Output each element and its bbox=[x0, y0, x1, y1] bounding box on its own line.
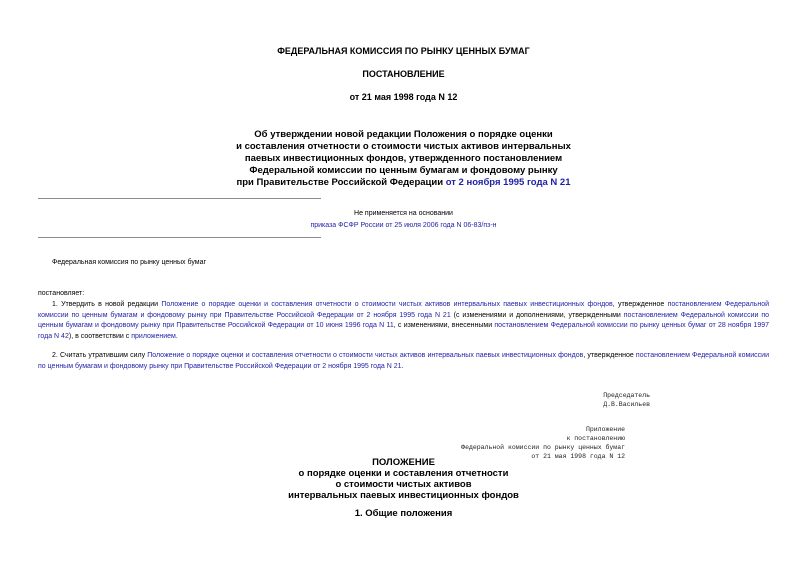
section-heading: 1. Общие положения bbox=[354, 508, 453, 519]
p1-decree-1995-link[interactable]: постановлением Федеральной комиссии по ценным бумагам и фондовому рынку при Правительстве Российской Федерации от 2 ноября 1995 года N 21 bbox=[38, 301, 770, 319]
issuer-text: Федеральная комиссия по рынку ценных бумаг bbox=[52, 259, 207, 266]
divider-bottom bbox=[38, 237, 321, 238]
p2-text: . bbox=[401, 362, 404, 370]
appendix-line: Федеральной комиссии по рынку ценных бумаг bbox=[461, 444, 625, 451]
p1-text: , утвержденное bbox=[612, 301, 665, 308]
regulation-title bbox=[150, 457, 657, 501]
notice-link-row bbox=[0, 222, 807, 229]
appendix-line: от 21 мая 1998 года N 12 bbox=[531, 453, 625, 460]
title-line bbox=[150, 177, 657, 189]
p1-text: , с изменениями, внесенными bbox=[393, 322, 493, 329]
document-type: ПОСТАНОВЛЕНИЕ bbox=[362, 69, 445, 79]
p2-decree-1995-link[interactable]: постановлением Федеральной комиссии по ценным бумагам и фондовому рынку при Правительстве Российской Федерации от 2 ноября 1995 года N 21 bbox=[38, 352, 769, 370]
regulation-line: о стоимости чистых активов bbox=[335, 479, 472, 490]
title-line: Об утверждении новой редакции Положения о порядке оценки bbox=[254, 129, 553, 140]
appendix-line: Приложение bbox=[585, 426, 625, 433]
p2-regulation-link[interactable]: Положение о порядке оценки и составления отчетности о стоимости чистых активов интервальных паевых инвестиционных фондов bbox=[147, 352, 584, 359]
p1-text: . bbox=[175, 332, 178, 340]
divider-top bbox=[38, 198, 321, 199]
p2-text: , утвержденное bbox=[583, 352, 634, 359]
title-decree-link[interactable]: от 2 ноября 1995 года N 21 bbox=[445, 177, 571, 188]
regulation-line: о порядке оценки и составления отчетности bbox=[298, 468, 509, 479]
p1-regulation-link[interactable]: Положение о порядке оценки и составления отчетности о стоимости чистых активов интервальных паевых инвестиционных фондов bbox=[161, 301, 613, 308]
p1-decree-1996-link[interactable]: постановлением Федеральной комиссии по ценным бумагам и фондовому рынку при Правительстве Российской Федерации от 10 июня 1996 года N 11 bbox=[38, 311, 770, 329]
signature-name: Д.В.Васильев bbox=[603, 401, 650, 408]
regulation-line: интервальных паевых инвестиционных фондов bbox=[288, 490, 519, 501]
title-line: паевых инвестиционных фондов, утвержденного постановлением bbox=[244, 153, 563, 164]
p1-text: (с изменениями и дополнениями, утвержденными bbox=[453, 311, 621, 319]
paragraph-2 bbox=[38, 351, 769, 372]
resolves-text: постановляет: bbox=[38, 290, 85, 297]
signature-block bbox=[500, 391, 650, 409]
p1-text: ), в соответствии с bbox=[68, 332, 130, 340]
title-line-text: при Правительстве Российской Федерации bbox=[236, 177, 444, 188]
appendix-line: к постановлению bbox=[566, 435, 625, 442]
paragraph-1 bbox=[38, 300, 769, 342]
agency-heading: ФЕДЕРАЛЬНАЯ КОМИССИЯ ПО РЫНКУ ЦЕННЫХ БУМАГ bbox=[277, 46, 530, 56]
signature-role: Председатель bbox=[603, 392, 650, 399]
p1-appendix-link[interactable]: приложением bbox=[131, 332, 176, 340]
p2-text: 2. Считать утратившим силу bbox=[52, 352, 146, 359]
document-title bbox=[150, 129, 657, 189]
title-line: и составления отчетности о стоимости чистых активов интервальных bbox=[236, 141, 571, 152]
fsfr-order-link[interactable]: приказа ФСФР России от 25 июля 2006 года N 06-83/пз-н bbox=[310, 222, 497, 229]
p1-decree-1997-link[interactable]: постановлением Федеральной комиссии по рынку ценных бумаг от 28 ноября 1997 года N 42 bbox=[38, 322, 769, 340]
notice-text: Не применяется на основании bbox=[354, 210, 453, 217]
regulation-line: ПОЛОЖЕНИЕ bbox=[372, 457, 435, 468]
p1-text: 1. Утвердить в новой редакции bbox=[52, 301, 159, 308]
title-line: Федеральной комиссии по ценным бумагам и фондовому рынку bbox=[249, 165, 558, 176]
appendix-block bbox=[420, 425, 625, 461]
document-date-number: от 21 мая 1998 года N 12 bbox=[349, 92, 458, 102]
